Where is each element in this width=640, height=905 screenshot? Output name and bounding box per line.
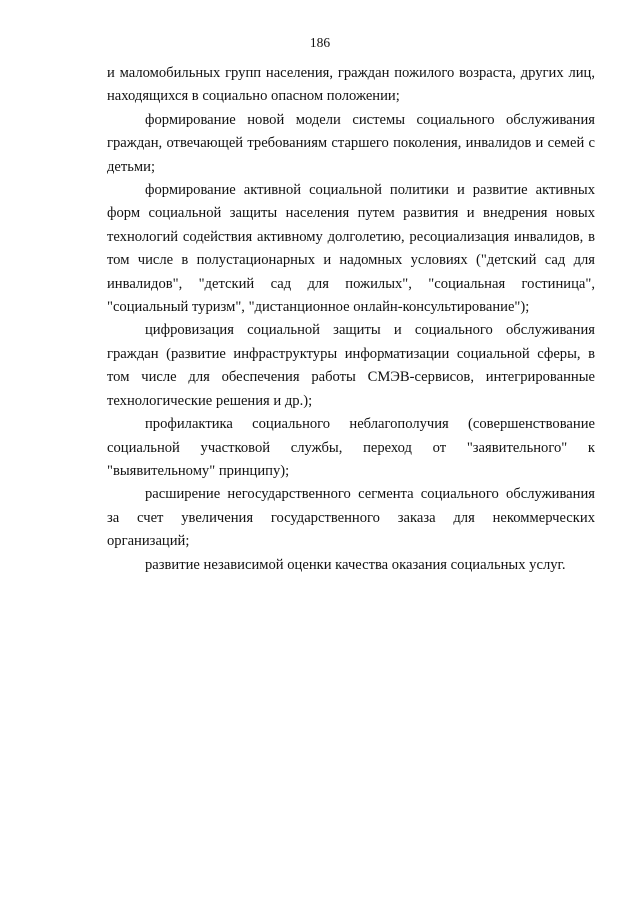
paragraph: формирование новой модели системы социального обслуживания граждан, отвечающей требованиям старшего поколения, инвалидов и семей с детьми; <box>107 111 595 175</box>
paragraph: цифровизация социальной защиты и социального обслуживания граждан (развитие инфраструктуры информатизации социальной сферы, в том числе для обеспечения работы СМЭВ-сервисов, интегрированные технологические решения и др.); <box>107 322 595 409</box>
page-number: 186 <box>309 35 331 50</box>
document-body <box>107 62 595 577</box>
paragraph: расширение негосударственного сегмента социального обслуживания за счет увеличения государственного заказа для некоммерческих организаций; <box>107 486 595 550</box>
paragraph: формирование активной социальной политики и развитие активных форм социальной защиты населения путем развития и внедрения новых технологий содействия активному долголетию, ресоциализация инвалидов, в том числе в полустационарных и надомных условиях ("детский сад для инвалидов", "детский сад для пожилых", "социальная гостиница", "социальный туризм", "дистанционное онлайн-консультирование"); <box>107 182 595 316</box>
paragraph-continuation: и маломобильных групп населения, граждан пожилого возраста, других лиц, находящихся в социально опасном положении; <box>107 65 595 105</box>
paragraph: профилактика социального неблагополучия (совершенствование социальной участковой службы, переход от "заявительного" к "выявительному" принципу); <box>107 416 595 479</box>
paragraph: развитие независимой оценки качества оказания социальных услуг. <box>145 556 566 573</box>
